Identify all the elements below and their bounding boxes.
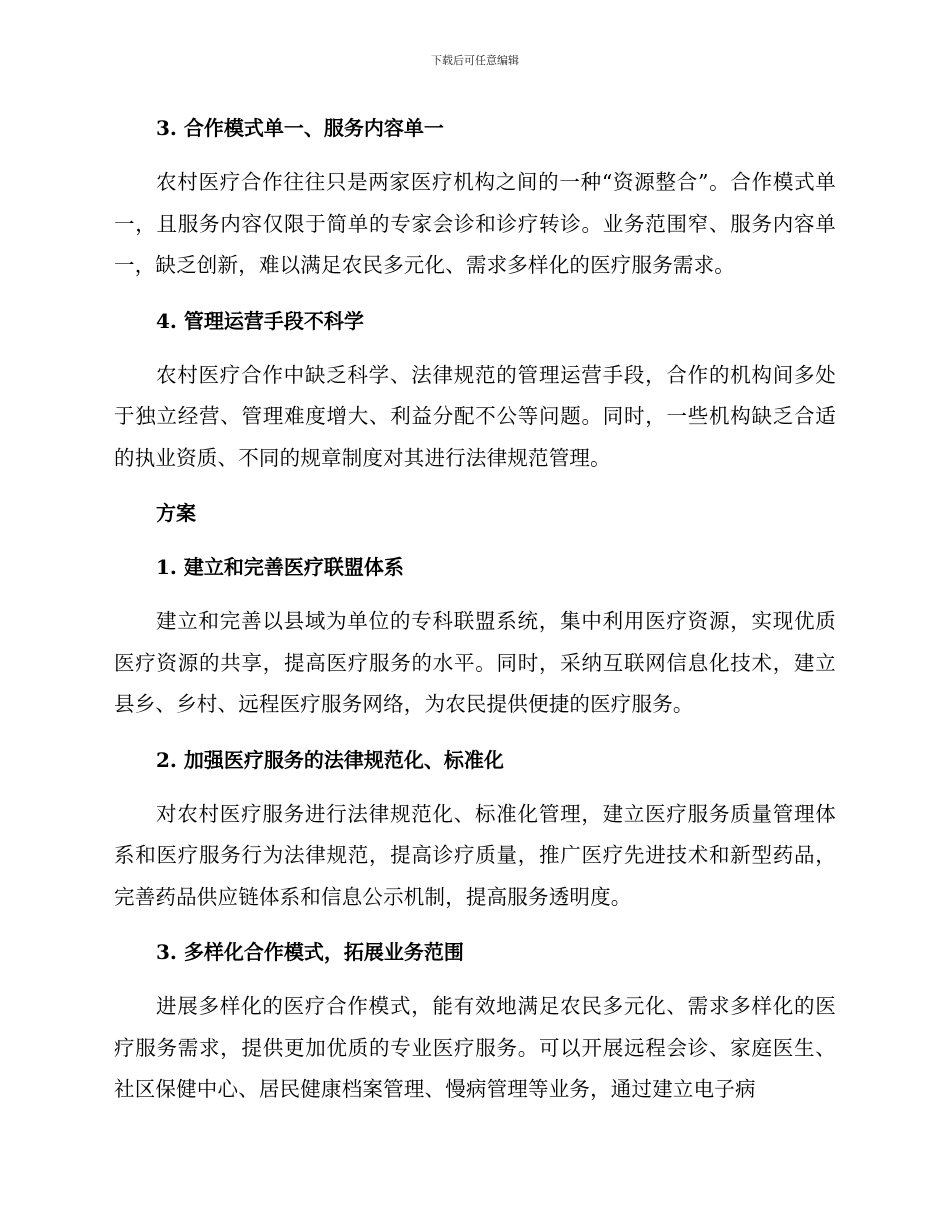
document-body [114,108,836,1111]
page-header: 下载后可任意编辑 [431,54,519,67]
section [114,493,836,547]
section-heading: 3. 合作模式单一、服务内容单一 [156,116,444,140]
section-heading: 2. 加强医疗服务的法律规范化、标准化 [156,747,504,772]
section [114,740,836,933]
section [114,108,836,301]
section [114,932,836,1111]
section-heading: 3. 多样化合作模式，拓展业务范围 [156,940,464,964]
section-paragraph: 农村医疗合作中缺乏科学、法律规范的管理运营手段，合作的机构间多处于独立经营、管理难度增大、利益分配不公等问题。同时，一些机构缺乏合适的执业资质、不同的规章制度对其进行法律规范管理。 [114,362,836,470]
section [114,301,836,494]
section-paragraph: 对农村医疗服务进行法律规范化、标准化管理，建立医疗服务质量管理体系和医疗服务行为法律规范，提高诊疗质量，推广医疗先进技术和新型药品，完善药品供应链体系和信息公示机制，提高服务透明度。 [114,801,836,909]
section-paragraph: 农村医疗合作往往只是两家医疗机构之间的一种“资源整合”。合作模式单一，且服务内容仅限于简单的专家会诊和诊疗转诊。业务范围窄、服务内容单一，缺乏创新，难以满足农民多元化、需求多样化的医疗服务需求。 [114,170,836,277]
section [114,547,836,740]
section-heading: 方案 [156,501,196,525]
section-paragraph: 建立和完善以县域为单位的专科联盟系统，集中利用医疗资源，实现优质医疗资源的共享，提高医疗服务的水平。同时，采纳互联网信息化技术，建立县乡、乡村、远程医疗服务网络，为农民提供便捷的医疗服务。 [114,609,836,716]
section-paragraph: 进展多样化的医疗合作模式，能有效地满足农民多元化、需求多样化的医疗服务需求，提供更加优质的专业医疗服务。可以开展远程会诊、家庭医生、社区保健中心、居民健康档案管理、慢病管理等业务，通过建立电子病 [114,994,836,1101]
section-heading: 4. 管理运营手段不科学 [156,308,364,333]
section-heading: 1. 建立和完善医疗联盟体系 [156,555,404,579]
